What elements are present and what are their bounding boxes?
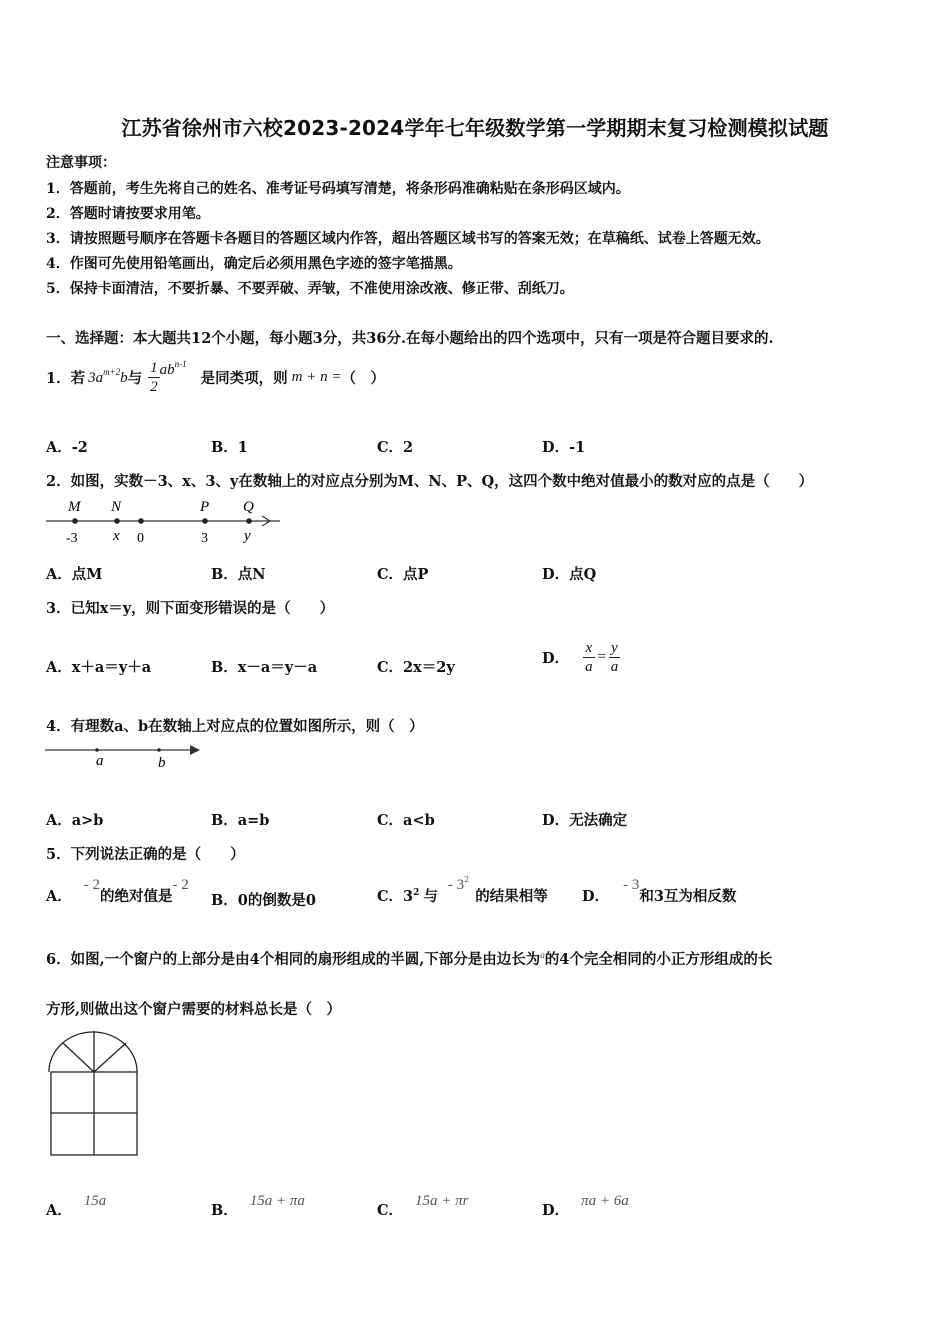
question-3: 3．已知x＝y，则下面变形错误的是（ ） xyxy=(46,600,335,617)
window-figure xyxy=(46,1028,142,1160)
q5-d-label: D． xyxy=(582,888,610,905)
q5-a-val1: - 2 xyxy=(83,877,101,893)
q6-d-label: D． xyxy=(542,1202,570,1219)
q6-option-b[interactable] xyxy=(211,1194,305,1220)
question-2: 2．如图，实数－3、x、3、y在数轴上的对应点分别为M、N、P、Q，这四个数中绝对值最小的数对应的点是（ ） xyxy=(46,473,814,490)
q2-option-a[interactable]: A．点M xyxy=(46,566,103,583)
q4-option-d[interactable]: D．无法确定 xyxy=(542,812,628,829)
q6-a-expr: 15a xyxy=(83,1193,107,1209)
q5-d-text: 和3互为相反数 xyxy=(639,888,737,905)
q2-number-line xyxy=(40,495,280,550)
q5-a-label: A． xyxy=(46,888,72,905)
q2-option-d[interactable]: D．点Q xyxy=(542,566,597,583)
q3-option-d-label: D． xyxy=(542,649,570,667)
q1-option-d[interactable]: D．-1 xyxy=(542,439,586,456)
q2-label-p: P xyxy=(200,499,210,515)
q5-a-val2: - 2 xyxy=(172,877,189,893)
q1-expr: m + n = xyxy=(291,368,342,385)
q6-option-d[interactable] xyxy=(542,1194,629,1220)
q4-label-b: b xyxy=(158,755,166,771)
q6-text-a: 6．如图,一个窗户的上部分是由4个相同的扇形组成的半圆,下部分是由边长为 xyxy=(46,951,541,968)
q6-c-label: C． xyxy=(377,1202,404,1219)
q6-d-expr: πa + 6a xyxy=(581,1193,629,1209)
q2-label-m: M xyxy=(68,499,81,515)
q2-value: -3 xyxy=(66,531,78,546)
q6-b-label: B． xyxy=(211,1202,238,1219)
note-item: 1．答题前，考生先将自己的姓名、准考证号码填写清楚，将条形码准确粘贴在条形码区域内。 xyxy=(46,181,630,197)
question-6-line2: 方形,则做出这个窗户需要的材料总长是（ ） xyxy=(46,1001,342,1018)
q6-text-b: 的4个完全相同的小正方形组成的长 xyxy=(544,951,773,968)
q6-option-c[interactable] xyxy=(377,1194,469,1220)
q2-option-b[interactable]: B．点N xyxy=(211,566,266,583)
q5-c-text: 的结果相等 xyxy=(475,888,548,905)
q2-value: 3 xyxy=(201,531,208,546)
q1-term2-exp: n-1 xyxy=(174,359,187,369)
q3-equals: = xyxy=(596,648,607,665)
q5-a-text: 的绝对值是 xyxy=(100,888,173,905)
q5-c-val-sup: 2 xyxy=(464,875,470,884)
question-6-line1 xyxy=(46,948,772,969)
q6-b-expr: 15a + πa xyxy=(249,1193,305,1209)
q1-paren: （ ） xyxy=(341,369,385,387)
page-title: 江苏省徐州市六校2023-2024学年七年级数学第一学期期末复习检测模拟试题 xyxy=(121,116,829,140)
q1-term2: ab xyxy=(159,362,175,378)
q1-term1-exp: m+2 xyxy=(103,367,121,377)
q3-option-a[interactable]: A．x＋a＝y＋a xyxy=(46,659,152,676)
q6-a-label: A． xyxy=(46,1202,72,1219)
question-4: 4．有理数a、b在数轴上对应点的位置如图所示，则（ ） xyxy=(46,718,424,735)
q4-label-a: a xyxy=(96,753,104,769)
q1-option-a[interactable]: A．-2 xyxy=(46,439,88,456)
q3-option-b[interactable]: B．x－a＝y－a xyxy=(211,659,318,676)
note-item: 2．答题时请按要求用笔。 xyxy=(46,206,210,222)
q4-option-c[interactable]: C．a<b xyxy=(377,812,435,829)
q1-prefix: 1．若 xyxy=(46,369,86,387)
q2-option-c[interactable]: C．点P xyxy=(377,566,429,583)
q6-var: a xyxy=(540,950,545,960)
q3-option-d[interactable] xyxy=(542,632,620,682)
q1-suffix: 是同类项，则 xyxy=(200,369,288,387)
q2-label-n: N xyxy=(111,499,122,515)
q5-c-mid: 与 xyxy=(423,888,438,905)
q1-option-b[interactable]: B．1 xyxy=(211,439,248,456)
q5-option-b[interactable]: B．0的倒数是0 xyxy=(211,892,316,909)
q3-option-c[interactable]: C．2x＝2y xyxy=(377,659,455,676)
q4-number-line xyxy=(40,738,210,774)
notes-heading: 注意事项： xyxy=(46,155,116,171)
section-heading: 一、选择题：本大题共12个小题，每小题3分，共36分.在每小题给出的四个选项中，只有一项是符合题目要求的. xyxy=(46,330,774,347)
q5-c-label: C．3 xyxy=(377,888,414,905)
q3-frac-x-a: $\frac{x}{a}$ xyxy=(585,639,593,675)
q6-c-expr: 15a + πr xyxy=(415,1193,469,1209)
question-1 xyxy=(46,352,385,402)
q1-term1: 3a xyxy=(88,370,104,386)
question-5: 5．下列说法正确的是（ ） xyxy=(46,846,245,863)
note-item: 5．保持卡面清洁，不要折暴、不要弄破、弄皱，不准使用涂改液、修正带、刮纸刀。 xyxy=(46,281,574,297)
q3-frac-y-a: $\frac{y}{a}$ xyxy=(610,639,619,675)
q4-option-b[interactable]: B．a=b xyxy=(211,812,270,829)
q5-c-sup: 2 xyxy=(413,888,420,898)
q5-option-c[interactable] xyxy=(377,876,548,906)
q5-d-val: - 3 xyxy=(623,877,640,893)
q5-option-d[interactable] xyxy=(582,876,736,906)
q1-option-c[interactable]: C．2 xyxy=(377,439,414,456)
q2-value: y xyxy=(244,528,251,544)
q2-label-q: Q xyxy=(243,499,254,515)
q5-c-val: - 3 xyxy=(447,877,465,893)
q4-option-a[interactable]: A．a>b xyxy=(46,812,104,829)
q2-value: x xyxy=(113,528,120,544)
q1-fraction: $\frac{1}{2}$ xyxy=(150,359,158,395)
q5-option-a[interactable] xyxy=(46,876,189,906)
q2-value: 0 xyxy=(137,531,144,546)
note-item: 4．作图可先使用铅笔画出，确定后必须用黑色字迹的签字笔描黑。 xyxy=(46,256,462,272)
q1-term1-b: b xyxy=(120,370,128,386)
q1-mid: 与 xyxy=(127,369,143,387)
note-item: 3．请按照题号顺序在答题卡各题目的答题区域内作答，超出答题区域书写的答案无效；在草稿纸、试卷上答题无效。 xyxy=(46,231,770,247)
q6-option-a[interactable] xyxy=(46,1194,106,1220)
